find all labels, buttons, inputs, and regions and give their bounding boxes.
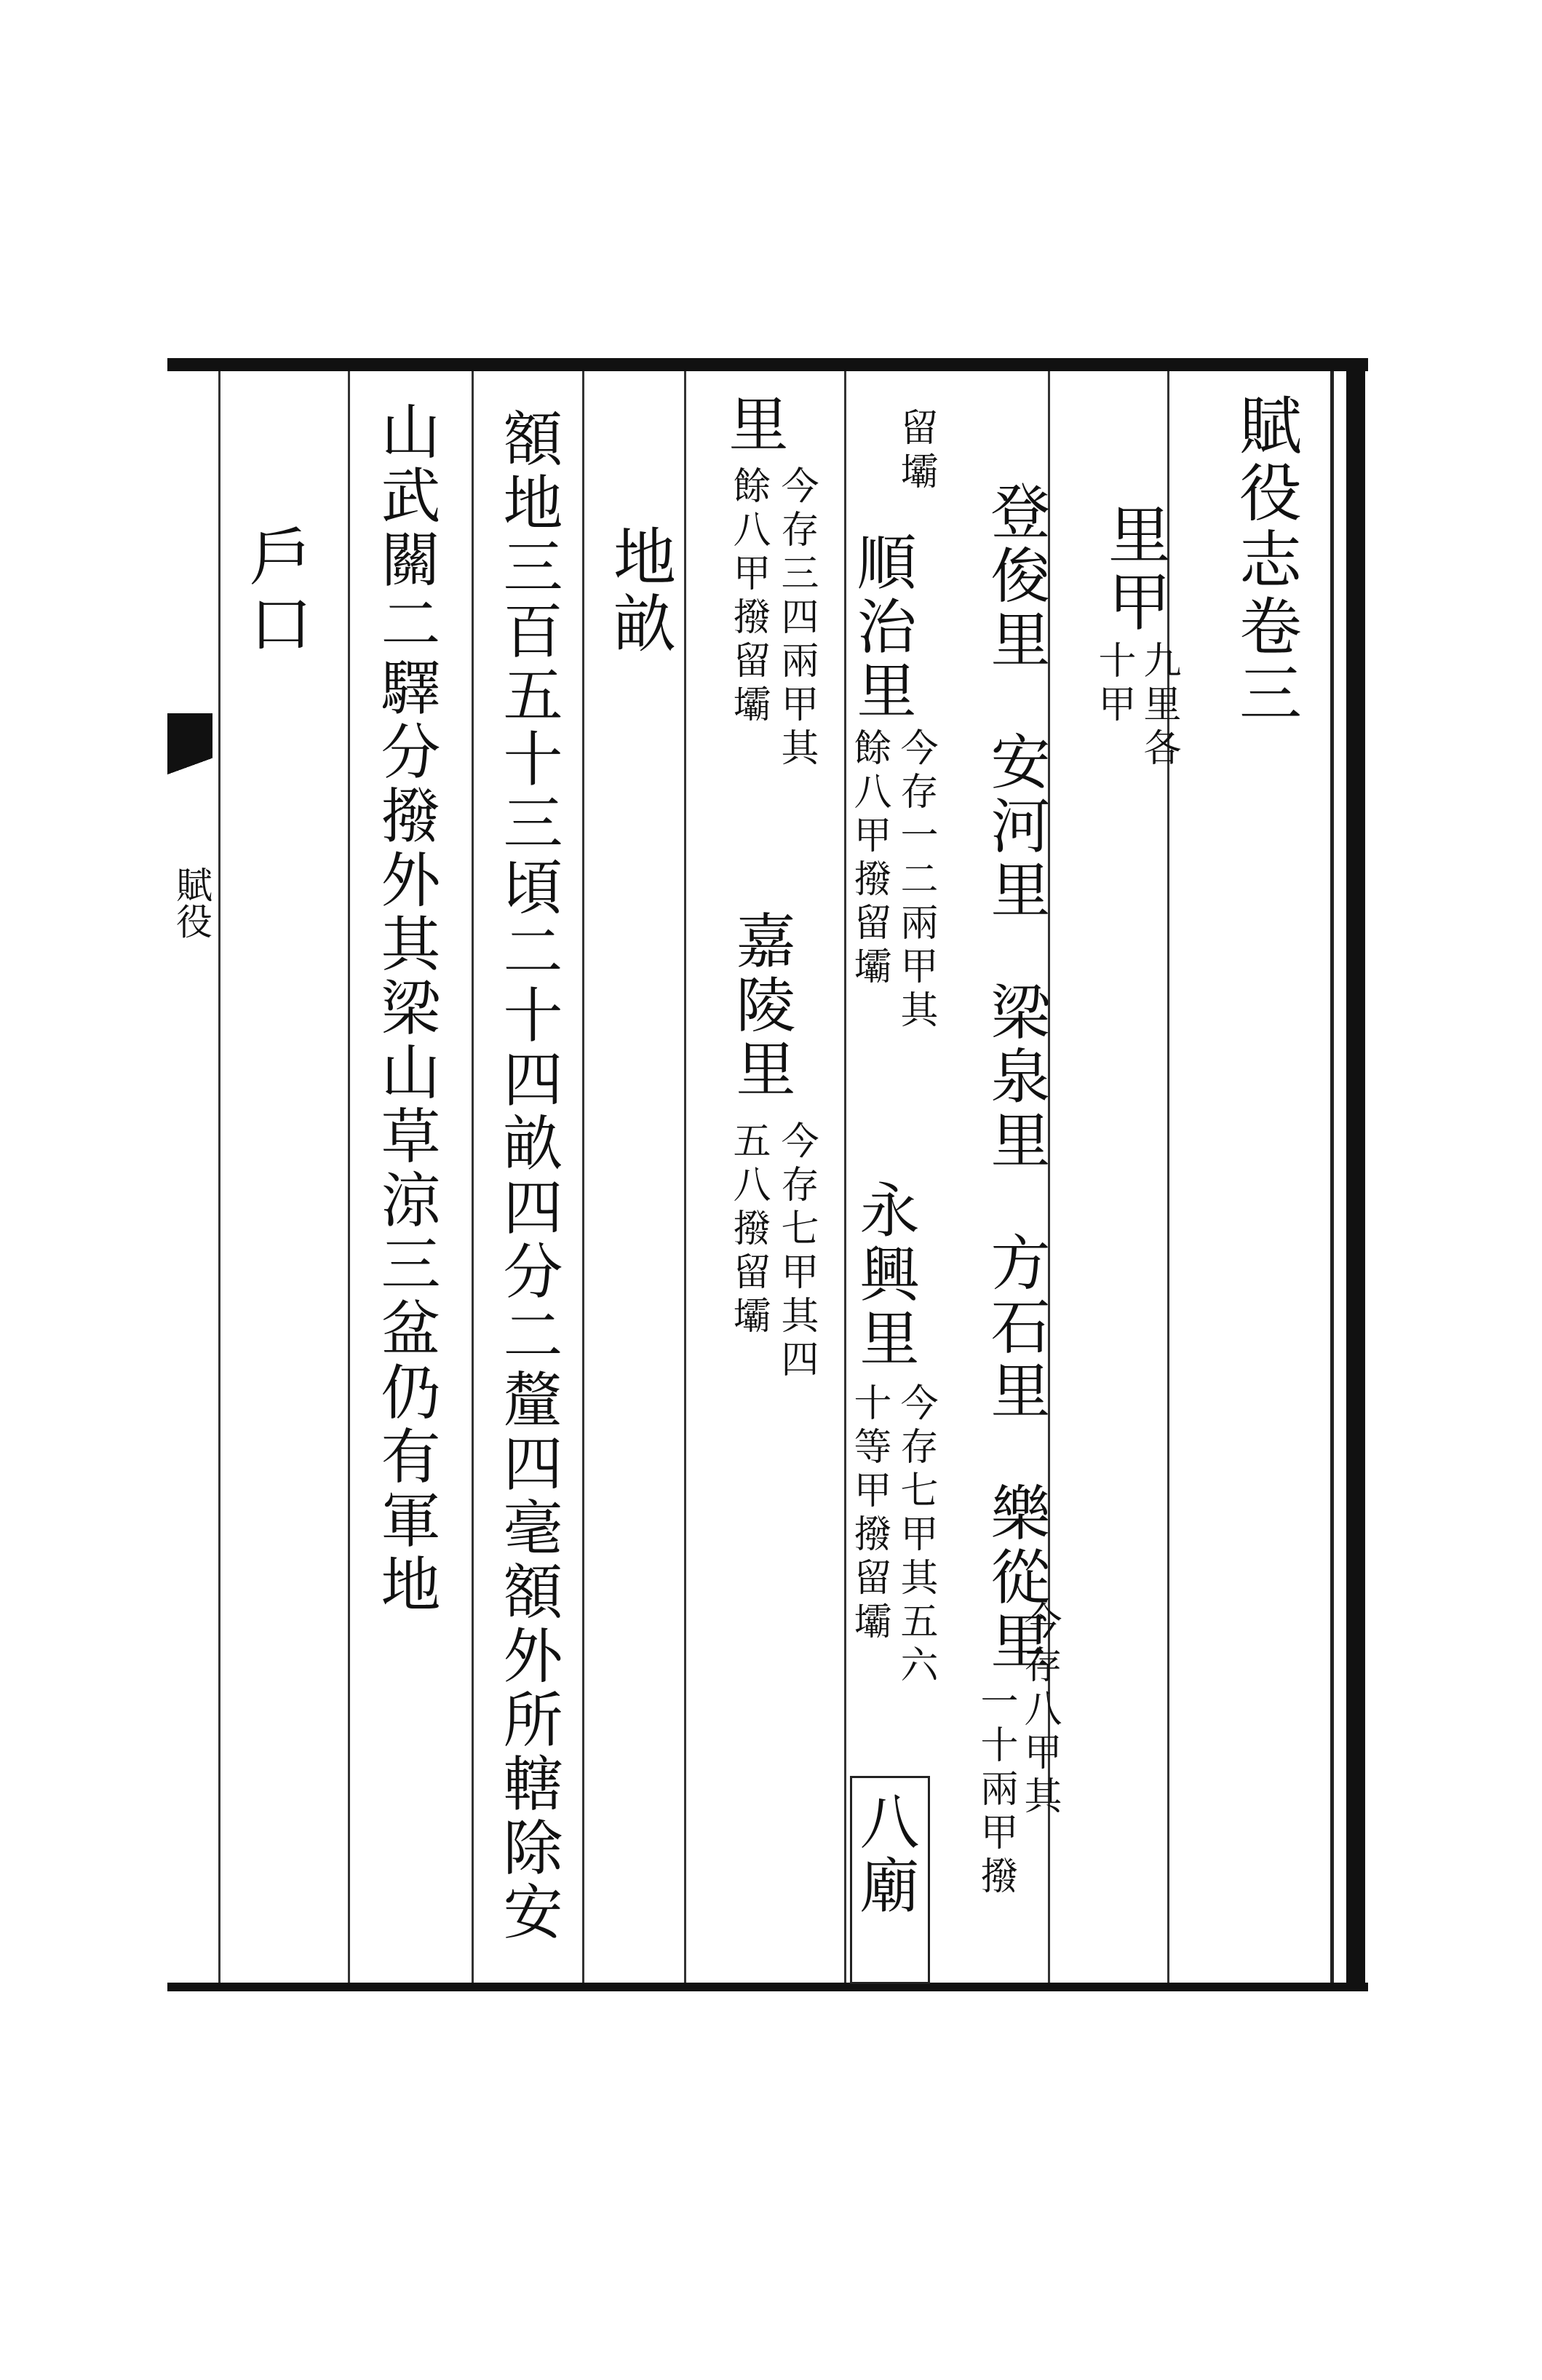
page-frame-top: [167, 358, 1368, 371]
lecong-note-left: 一十兩甲撥: [974, 1681, 1017, 1900]
lead-li: 里: [719, 393, 788, 457]
page-frame-right-inner: [1330, 371, 1334, 1983]
fold-strip: [167, 371, 212, 1983]
column-rule: [348, 371, 350, 1983]
column-rule: [218, 371, 220, 1983]
shunzhi-note-right: 今存一二兩甲其: [894, 728, 937, 1034]
shunzhi-li: 順治里: [847, 531, 916, 723]
jialing-note-left: 五八撥留壩: [726, 1121, 770, 1339]
page-frame-bottom: [167, 1983, 1368, 1991]
lijia-note-left: 十甲: [1092, 640, 1135, 728]
place-name: 登俊里: [981, 480, 1050, 673]
edi-text: 額地三百五十三頃二十四畝四分二釐四毫額外所轄除安: [493, 408, 563, 1945]
jialing-li: 嘉陵里: [726, 910, 795, 1102]
lead-note-left: 餘八甲撥留壩: [726, 466, 770, 728]
jialing-note-right: 今存七甲其四: [774, 1121, 818, 1383]
bamiao: 八廟: [850, 1790, 919, 1919]
column-rule: [844, 371, 846, 1983]
place-name: 方石里: [981, 1231, 1050, 1424]
shunzhi-note-left: 餘八甲撥留壩: [847, 728, 891, 990]
dimu-heading: 地畝: [603, 524, 675, 658]
lijia-heading: 里甲: [1097, 502, 1170, 636]
page-frame-right: [1346, 358, 1365, 1991]
shanwu-text: 山武關二驛分撥外其梁山草涼三盆仍有軍地: [371, 400, 440, 1617]
hukou-heading: 戶口: [239, 524, 311, 658]
fold-label: 賦役: [170, 866, 212, 939]
lecong-note-right: 今存八甲其: [1017, 1601, 1061, 1820]
column-rule: [472, 371, 474, 1983]
place-name: 安河里: [981, 731, 1050, 923]
lead-note-right: 今存三四兩甲其: [774, 466, 818, 771]
place-name: 梁泉里: [981, 981, 1050, 1173]
column-rule: [684, 371, 686, 1983]
yongxing-note-right: 今存七甲其五六: [894, 1383, 937, 1689]
place-name: 樂從里: [981, 1482, 1050, 1674]
liuba-lead: 留壩: [894, 408, 937, 495]
yongxing-li: 永興里: [850, 1179, 919, 1371]
lijia-note-right: 九里各: [1137, 640, 1180, 771]
column-rule: [582, 371, 584, 1983]
chapter-title: 賦役志卷三: [1228, 393, 1301, 728]
bamiao-box: [850, 1776, 930, 1984]
fish-tail-mark: [167, 713, 212, 754]
yongxing-note-left: 十等甲撥留壩: [847, 1383, 891, 1645]
fold-notch: [167, 754, 212, 783]
